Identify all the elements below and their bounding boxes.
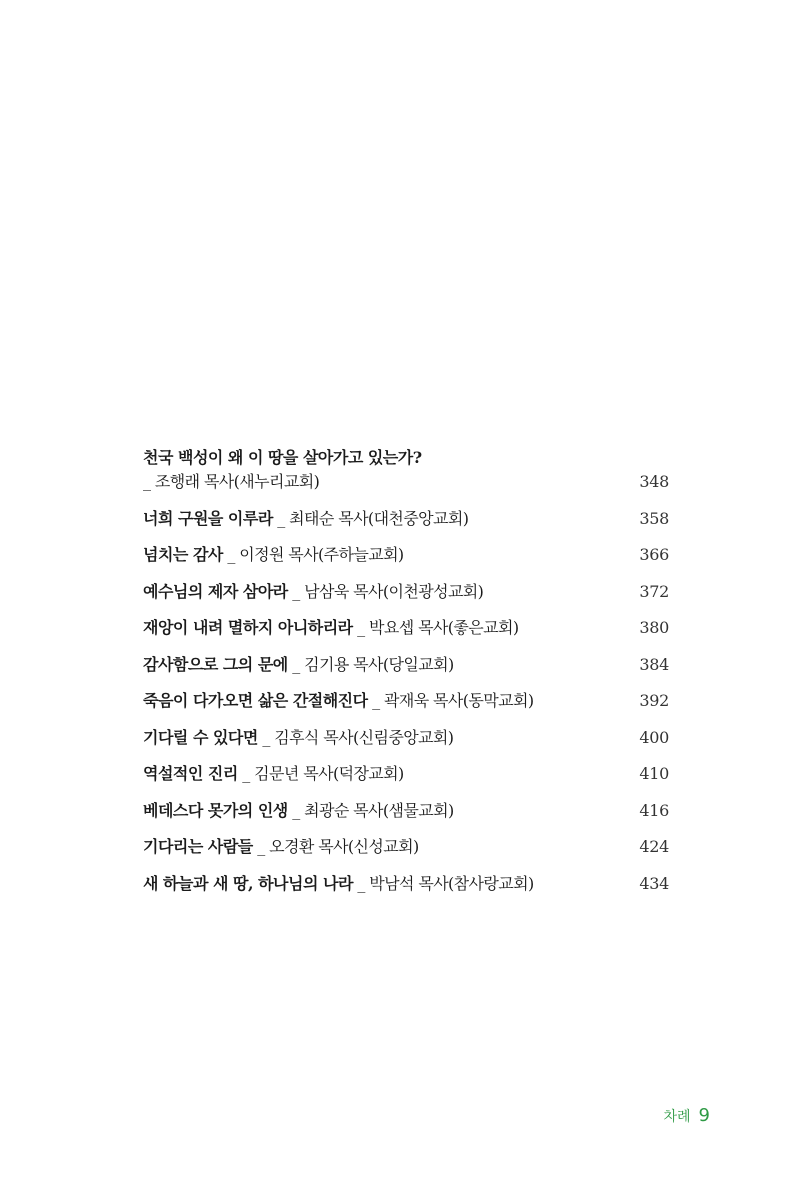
toc-entry bbox=[143, 580, 669, 604]
toc-entry-author: _ 박요셉 목사(좋은교회) bbox=[352, 618, 519, 637]
toc-entry-page: 358 bbox=[639, 508, 669, 528]
toc-entry-title: 재앙이 내려 멸하지 아니하리라 bbox=[143, 618, 353, 637]
toc-entry bbox=[143, 507, 669, 531]
toc-entry-title: 죽음이 다가오면 삶은 간절해진다 bbox=[143, 691, 368, 710]
toc-entry-page: 372 bbox=[639, 581, 669, 601]
toc-entry bbox=[143, 653, 669, 677]
toc-entry-page: 384 bbox=[639, 654, 669, 674]
toc-entry-title: 넘치는 감사 bbox=[143, 545, 223, 564]
toc-entry-title: 예수님의 제자 삼아라 bbox=[143, 581, 288, 601]
toc-entry-title: 기다릴 수 있다면 bbox=[143, 727, 258, 747]
toc-entry-page: 416 bbox=[639, 800, 669, 820]
footer-section-label: 차례 bbox=[663, 1108, 691, 1125]
toc-entry-author: _ 이정원 목사(주하늘교회) bbox=[222, 545, 404, 564]
toc-entry-page: 366 bbox=[639, 545, 669, 564]
toc-entry-title: 감사함으로 그의 문에 bbox=[143, 654, 288, 674]
toc-entry-title: 너희 구원을 이루라 bbox=[143, 508, 273, 528]
toc-entry-page: 348 bbox=[639, 472, 669, 491]
toc-entry-page: 410 bbox=[639, 764, 669, 783]
toc-entry-author: _ 오경환 목사(신성교회) bbox=[252, 837, 419, 856]
toc-entry bbox=[143, 616, 669, 640]
toc-entry-title: 새 하늘과 새 땅, 하나님의 나라 bbox=[143, 873, 353, 893]
toc-entry bbox=[143, 872, 669, 896]
toc-entry-author: _ 최광순 목사(샘물교회) bbox=[287, 800, 454, 820]
toc-entry-page: 400 bbox=[639, 727, 669, 747]
toc-entry bbox=[143, 762, 669, 786]
toc-entry-author: _ 곽재욱 목사(동막교회) bbox=[367, 691, 534, 710]
page-footer bbox=[663, 1105, 710, 1126]
toc-entry-title: 베데스다 못가의 인생 bbox=[143, 800, 288, 820]
toc-entry-author: _ 조행래 목사(새누리교회) bbox=[143, 472, 320, 491]
toc-entry-author: _ 최태순 목사(대천중앙교회) bbox=[272, 508, 469, 528]
toc-entry bbox=[143, 726, 669, 750]
toc-entry-page: 392 bbox=[639, 691, 669, 710]
toc-entry-title: 천국 백성이 왜 이 땅을 살아가고 있는가? bbox=[143, 448, 422, 467]
toc-entry-title: 역설적인 진리 bbox=[143, 764, 238, 783]
toc-entry-author: _ 김문년 목사(덕장교회) bbox=[237, 764, 404, 783]
toc-entry-author: _ 김기용 목사(당일교회) bbox=[287, 654, 454, 674]
table-of-contents bbox=[143, 446, 669, 908]
toc-entry bbox=[143, 543, 669, 567]
footer-page-number: 9 bbox=[698, 1105, 710, 1126]
toc-entry-title: 기다리는 사람들 bbox=[143, 837, 253, 856]
toc-entry-page: 380 bbox=[639, 618, 669, 637]
toc-entry bbox=[143, 799, 669, 823]
toc-entry bbox=[143, 689, 669, 713]
toc-entry bbox=[143, 835, 669, 859]
toc-entry-page: 424 bbox=[639, 837, 669, 856]
toc-entry-page: 434 bbox=[639, 873, 669, 893]
toc-entry bbox=[143, 446, 669, 494]
toc-entry-author: _ 박남석 목사(참사랑교회) bbox=[352, 873, 534, 893]
toc-entry-author: _ 남삼욱 목사(이천광성교회) bbox=[287, 581, 484, 601]
toc-entry-author: _ 김후식 목사(신림중앙교회) bbox=[257, 727, 454, 747]
